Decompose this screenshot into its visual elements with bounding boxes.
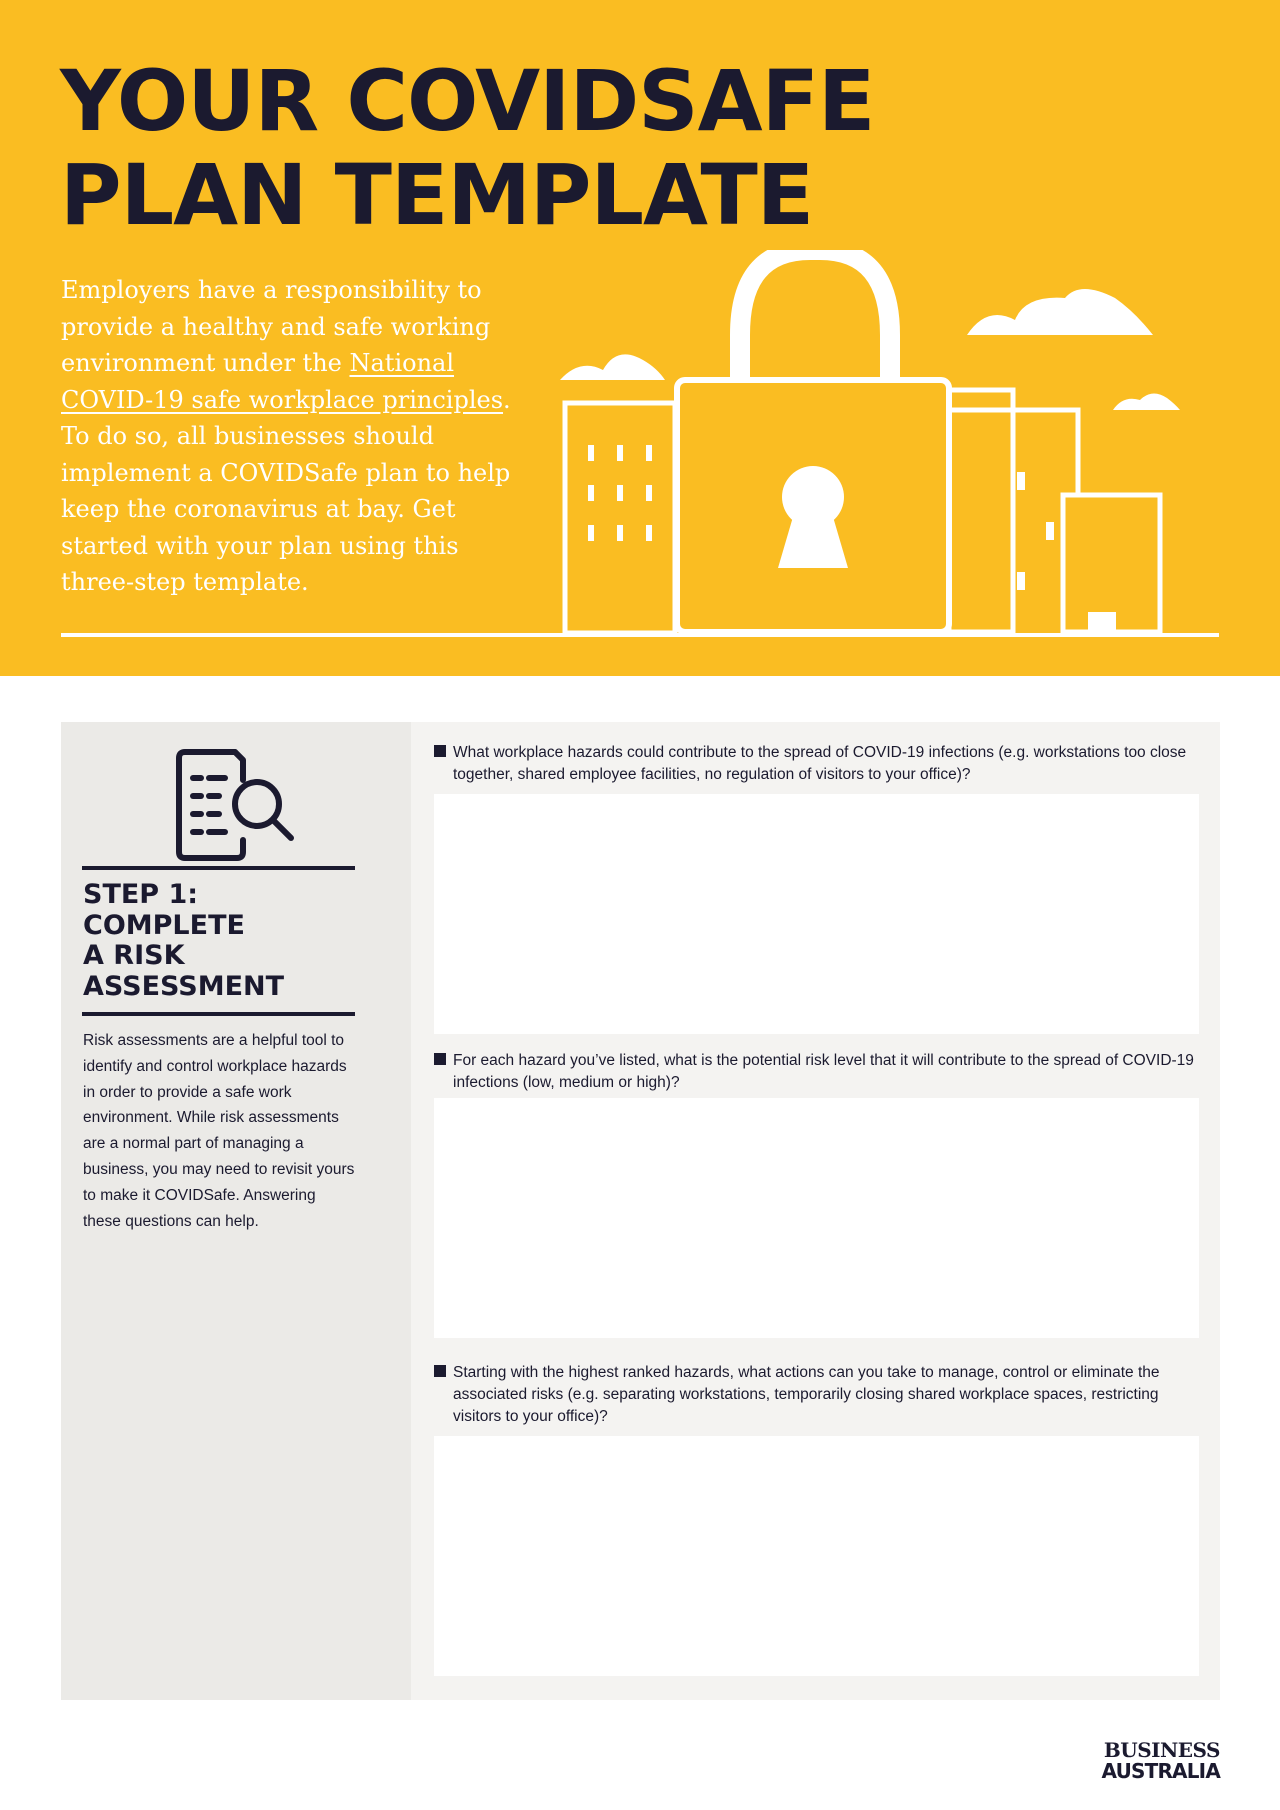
step-title-bottom-rule — [82, 1012, 355, 1016]
question-2-text: For each hazard you’ve listed, what is the potential risk level that it will contribute to the spread of COVID-19 infections (low, medium or high)? — [453, 1052, 1194, 1091]
step-1-title-line-4: ASSESSMENT — [83, 970, 285, 1002]
question-1-text: What workplace hazards could contribute to the spread of COVID-19 infections (e.g. workstations too close together, shared employee facilities, no regulation of visitors to your office)? — [453, 744, 1187, 783]
step-1-title-line-1: STEP 1: — [83, 879, 199, 910]
safe-workplace-principles-link[interactable]: National COVID-19 safe workplace principles — [61, 349, 504, 414]
page-title-line-1: YOUR COVIDSAFE — [60, 52, 875, 150]
question-3 — [434, 1362, 1204, 1428]
step-1-title-line-2: COMPLETE — [83, 909, 245, 941]
business-australia-logo — [1072, 1740, 1220, 1781]
question-3-text: Starting with the highest ranked hazards, what actions can you take to manage, control or eliminate the associated risks (e.g. separating workstations, temporarily closing shared workplace spaces, restricting visitors to your office)? — [453, 1364, 1160, 1425]
step-title-top-rule — [82, 866, 355, 870]
step-1-sidebar — [61, 722, 411, 1700]
step-1-title-line-3: A RISK — [83, 940, 185, 971]
question-1 — [434, 742, 1204, 786]
square-bullet-icon — [434, 745, 446, 757]
step-1-description: Risk assessments are a helpful tool to identify and control workplace hazards in order to provide a safe work environment. While risk assessments are a normal part of managing a business, you may need to revisit yours to make it COVIDSafe. Answering these questions can help. — [83, 1032, 355, 1230]
square-bullet-icon — [434, 1365, 446, 1377]
document-search-icon — [173, 744, 303, 866]
answer-box-1[interactable] — [434, 794, 1199, 1034]
step-1-title — [83, 880, 363, 1002]
logo-text-australia: AUSTRALIA — [1101, 1759, 1220, 1783]
hero-banner — [0, 0, 1280, 676]
intro-text-start: Employers have a responsibility to provide a healthy and safe working environment under the — [61, 276, 491, 377]
question-2 — [434, 1050, 1204, 1094]
answer-box-2[interactable] — [434, 1098, 1199, 1338]
padlock-buildings-illustration — [555, 250, 1220, 640]
page-title — [60, 54, 874, 242]
logo-text-business: BUSINESS — [1103, 1738, 1220, 1762]
answer-box-3[interactable] — [434, 1436, 1199, 1676]
square-bullet-icon — [434, 1053, 446, 1065]
hero-divider — [61, 633, 1219, 637]
intro-text-end: . To do so, all businesses should implement a COVIDSafe plan to help keep the coronavirus at bay. Get started with your plan using this three-step template. — [61, 385, 511, 596]
intro-paragraph — [61, 272, 521, 601]
page-title-line-2: PLAN TEMPLATE — [60, 146, 814, 244]
step-1-panel — [61, 722, 1220, 1700]
